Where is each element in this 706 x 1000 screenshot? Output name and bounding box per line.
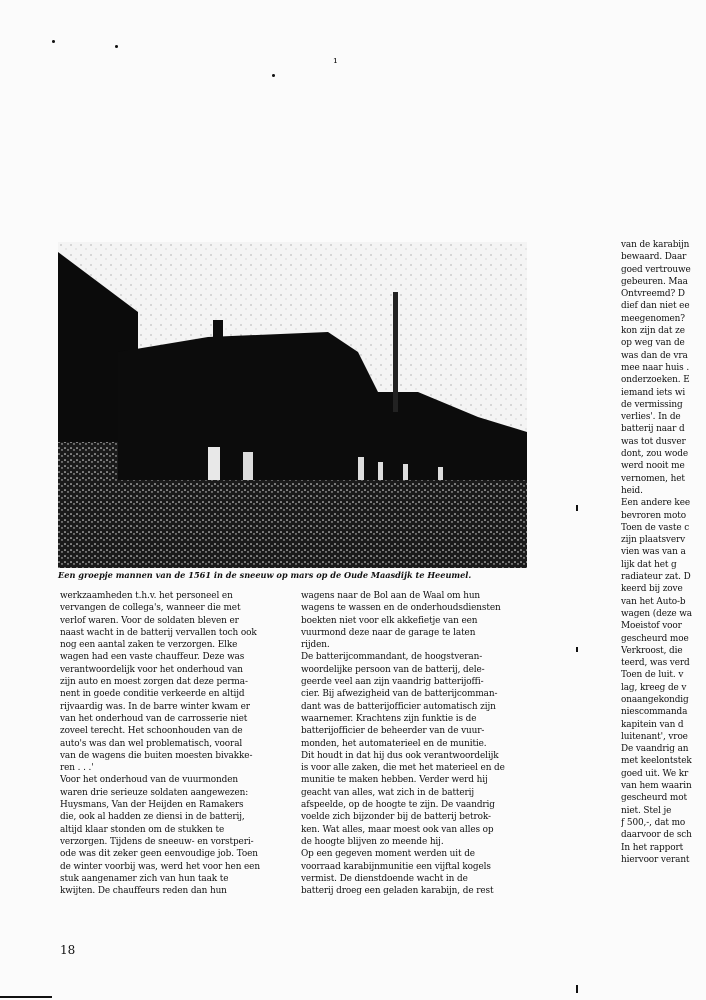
- text-line: vien was van a: [621, 547, 686, 558]
- photo-icon: [58, 242, 527, 568]
- text-line: van de karabijn: [621, 240, 690, 250]
- text-line: van hem waarin: [621, 781, 692, 792]
- text-line: de hoogte blijven zo meende hij.: [301, 836, 444, 847]
- text-line: geacht van alles, wat zich in de batterij: [301, 787, 475, 798]
- text-line: voelde zich bijzonder bij de batterij betrok-: [301, 812, 491, 823]
- text-line: naast wacht in de batterij vervallen toch ook: [60, 627, 257, 638]
- text-line: nog een aantal zaken te verzorgen. Elke: [60, 640, 238, 651]
- text-line: niet. Stel je: [621, 805, 672, 816]
- text-line: Dit houdt in dat hij dus ook verantwoordelijk: [301, 750, 499, 761]
- page-number: 18: [60, 943, 76, 957]
- text-line: was tot dusver: [621, 436, 686, 447]
- text-line: kon zijn dat ze: [621, 326, 685, 337]
- text-line: De batterijcommandant, de hoogstveran-: [301, 652, 483, 663]
- text-line: was dan de vra: [621, 350, 688, 361]
- text-line: woordelijke persoon van de batterij, dele-: [301, 664, 485, 675]
- text-line: Ontvreemd? D: [621, 289, 685, 300]
- header-mark: ¹: [333, 56, 338, 70]
- text-line: de winter voorbij was, werd het voor hen een: [60, 861, 260, 872]
- text-line: Voor het onderhoud van de vuurmonden: [60, 775, 239, 786]
- text-line: cier. Bij afwezigheid van de batterijcomman-: [301, 689, 498, 700]
- text-line: onaangekondig: [621, 694, 689, 705]
- text-line: ren . . .': [60, 763, 94, 774]
- text-line: De vaandrig an: [621, 744, 689, 755]
- text-line: geerde veel aan zijn vaandrig batterijoffi-: [301, 677, 484, 688]
- text-line: zijn plaatsverv: [621, 535, 686, 546]
- text-line: keerd bij zove: [621, 584, 683, 595]
- text-line: verantwoordelijk voor het onderhoud van: [60, 664, 243, 675]
- text-line: boekten niet voor elk akkefietje van een: [301, 615, 478, 626]
- text-line: rijvaardig was. In de barre winter kwam er: [60, 701, 250, 712]
- text-line: bevroren moto: [621, 510, 686, 521]
- text-line: Een andere kee: [621, 498, 691, 509]
- text-line: zijn auto en moest zorgen dat deze perma-: [60, 677, 248, 688]
- text-line: mee naar huis .: [621, 362, 690, 373]
- text-line: ken. Wat alles, maar moest ook van alles op: [301, 824, 494, 835]
- text-line: In het rapport: [621, 842, 684, 853]
- text-line: waren drie serieuze soldaten aangewezen:: [60, 787, 249, 798]
- text-line: afspeelde, op de hoogte te zijn. De vaandrig: [301, 800, 495, 811]
- text-line: iemand iets wi: [621, 387, 686, 398]
- text-line: gescheurd moe: [621, 633, 689, 644]
- text-column-middle: [301, 590, 527, 897]
- text-line: van het onderhoud van de carrosserie niet: [60, 713, 248, 724]
- text-line: met keelontstek: [621, 756, 692, 767]
- text-line: altijd klaar stonden om de stukken te: [60, 824, 225, 835]
- text-line: wagen had een vaste chauffeur. Deze was: [60, 652, 245, 663]
- text-line: wagen (deze wa: [621, 608, 692, 619]
- text-line: kapitein van d: [621, 719, 684, 730]
- text-line: niescommanda: [621, 707, 688, 718]
- text-line: Op een gegeven moment werden uit de: [301, 849, 475, 860]
- text-line: nent in goede conditie verkeerde en altijd: [60, 689, 245, 700]
- text-line: auto's was dan wel problematisch, vooral: [60, 738, 243, 749]
- scan-mark: [576, 647, 578, 652]
- scan-mark: [576, 985, 578, 993]
- text-line: munitie te maken hebben. Verder werd hij: [301, 775, 488, 786]
- text-line: Toen de vaste c: [621, 522, 690, 533]
- text-line: wagens naar de Bol aan de Waal om hun: [301, 591, 481, 601]
- text-line: Huysmans, Van der Heijden en Ramakers: [60, 800, 244, 811]
- text-line: dont, zou wode: [621, 449, 688, 460]
- text-line: kwijten. De chauffeurs reden dan hun: [60, 886, 227, 897]
- text-line: op weg van de: [621, 338, 685, 349]
- footer-rule: [0, 996, 52, 998]
- text-line: gescheurd mot: [621, 793, 687, 804]
- text-line: lag, kreeg de v: [621, 682, 687, 693]
- text-line: radiateur zat. D: [621, 572, 691, 583]
- text-line: dant was de batterijofficier automatisch zijn: [301, 701, 496, 712]
- scan-speck: [52, 40, 55, 43]
- text-column-left: [60, 590, 286, 897]
- text-line: bewaard. Daar: [621, 252, 687, 263]
- text-line: voorraad karabijnmunitie een vijftal kogels: [301, 861, 491, 872]
- text-line: meegenomen?: [621, 313, 685, 324]
- text-line: teerd, was verd: [621, 658, 690, 669]
- text-line: die, ook al hadden ze diensi in de batterij,: [60, 812, 245, 823]
- text-line: gebeuren. Maa: [621, 276, 688, 287]
- text-line: daarvoor de sch: [621, 830, 692, 841]
- text-line: ƒ 500,-, dat mo: [621, 817, 686, 828]
- text-line: is voor alle zaken, die met het materieel en de: [301, 763, 505, 774]
- text-line: batterijofficier de beheerder van de vuur-: [301, 726, 485, 737]
- text-line: heid.: [621, 485, 643, 496]
- text-line: wagens te wassen en de onderhoudsdiensten: [301, 603, 501, 614]
- text-line: van de wagens die buiten moesten bivakke-: [60, 750, 253, 761]
- text-line: zoveel terecht. Het schoonhouden van de: [60, 726, 243, 737]
- text-line: luitenant', vroe: [621, 731, 688, 742]
- text-line: de vermissing: [621, 399, 683, 410]
- text-line: dief dan niet ee: [621, 301, 690, 312]
- text-line: batterij naar d: [621, 424, 685, 435]
- text-line: waarnemer. Krachtens zijn funktie is de: [301, 713, 477, 724]
- text-line: verlof waren. Voor de soldaten bleven er: [60, 615, 239, 626]
- text-line: monden, het automaterieel en de munitie.: [301, 738, 487, 749]
- text-line: onderzoeken. E: [621, 375, 690, 386]
- text-line: ode was dit zeker geen eenvoudige job. Toen: [60, 849, 258, 860]
- scan-speck: [272, 74, 275, 77]
- text-line: rijden.: [301, 640, 330, 651]
- text-line: hiervoor verant: [621, 854, 690, 865]
- text-line: Moeistof voor: [621, 621, 682, 632]
- text-line: verlies'. In de: [621, 412, 681, 423]
- text-line: vuurmond deze naar de garage te laten: [301, 627, 476, 638]
- text-line: goed uit. We kr: [621, 768, 689, 779]
- text-line: werkzaamheden t.h.v. het personeel en: [60, 591, 233, 601]
- text-line: werd nooit me: [621, 461, 685, 472]
- text-line: lijk dat het g: [621, 559, 677, 570]
- text-line: vermist. De dienstdoende wacht in de: [301, 873, 468, 884]
- text-line: vervangen de collega's, wanneer die met: [60, 603, 241, 614]
- scan-mark: [576, 505, 578, 511]
- scan-speck: [115, 45, 118, 48]
- text-line: batterij droeg een geladen karabijn, de rest: [301, 886, 494, 897]
- text-column-right: [621, 239, 706, 866]
- text-line: stuk aangenamer zich van hun taak te: [60, 873, 229, 884]
- text-line: vernomen, het: [621, 473, 685, 484]
- text-line: goed vertrouwe: [621, 264, 691, 275]
- photo-caption: Een groepje mannen van de 1561 in de sneeuw op mars op de Oude Maasdijk te Heeumel.: [58, 570, 472, 580]
- text-line: Verkroost, die: [621, 645, 683, 656]
- text-line: Toen de luit. v: [621, 670, 684, 681]
- text-line: van het Auto-b: [621, 596, 686, 607]
- text-line: verzorgen. Tijdens de sneeuw- en vorstperi-: [60, 836, 254, 847]
